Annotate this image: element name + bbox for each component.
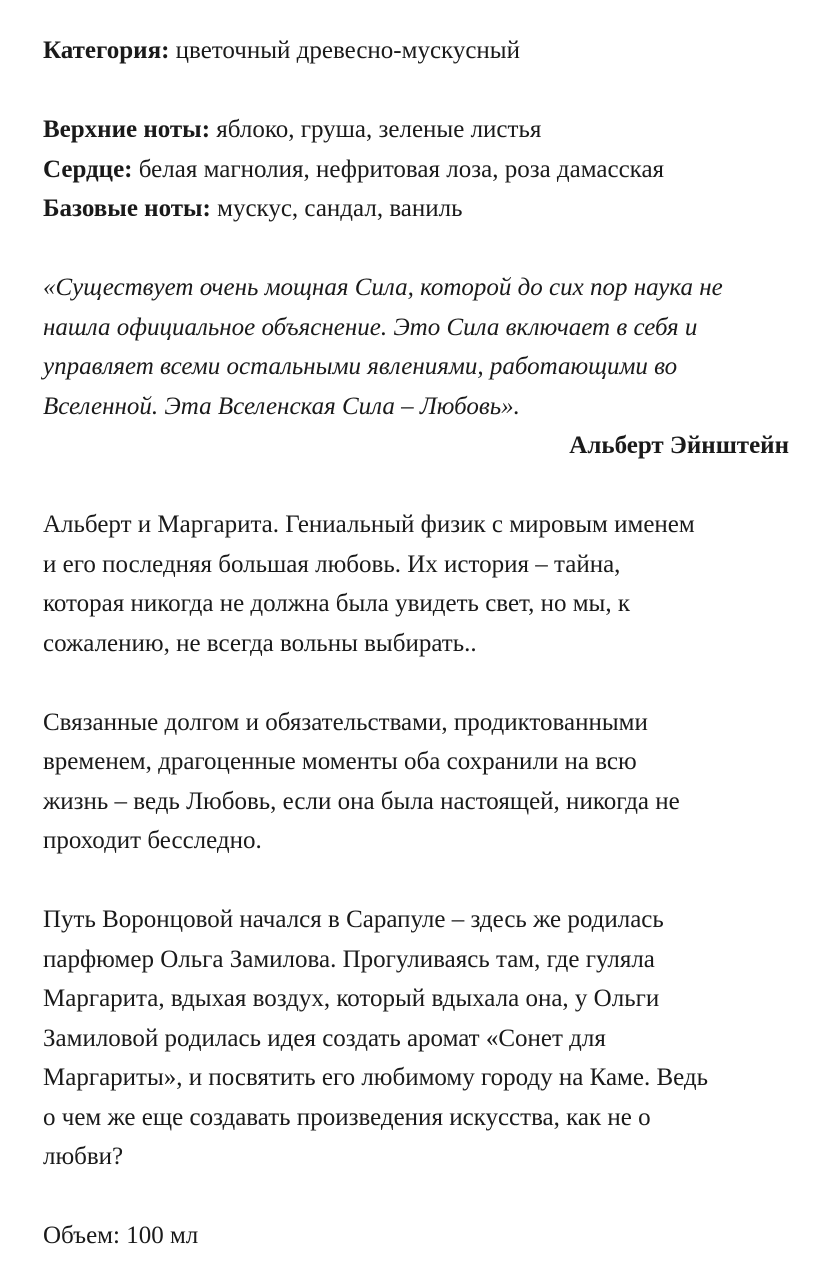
- category-line: [43, 31, 793, 71]
- notes-top-value: яблоко, груша, зеленые листья: [210, 116, 542, 143]
- category-value: цветочный древесно-мускусный: [169, 37, 520, 64]
- quote-line: нашла официальное объяснение. Это Сила включает в себя и: [43, 313, 698, 341]
- spacer: [43, 1177, 793, 1217]
- paragraph-line: и его последняя большая любовь. Их история – тайна,: [43, 550, 621, 578]
- quote-line: «Существует очень мощная Сила, которой до сих пор наука не: [43, 274, 723, 301]
- paragraph-line: Маргарита, вдыхая воздух, который вдыхала она, у Ольги: [43, 985, 660, 1012]
- paragraph-line: о чем же еще создавать произведения искусства, как не о: [43, 1103, 651, 1131]
- notes-heart-line: [43, 150, 793, 190]
- notes-list: [43, 110, 793, 229]
- notes-top-line: [43, 110, 793, 150]
- paragraph-line: Замиловой родилась идея создать аромат «Сонет для: [43, 1024, 606, 1052]
- paragraph-line: жизнь – ведь Любовь, если она была настоящей, никогда не: [43, 787, 680, 815]
- notes-top-label: Верхние ноты:: [43, 116, 211, 143]
- paragraph-line: временем, драгоценные моменты оба сохранили на всю: [43, 748, 637, 775]
- spacer: [43, 229, 793, 269]
- paragraph-line: Путь Воронцовой начался в Сарапуле – здесь же родилась: [43, 906, 664, 933]
- notes-heart-label: Сердце:: [43, 155, 133, 183]
- notes-base-value: мускус, сандал, ваниль: [210, 195, 463, 222]
- quote-line: управляет всеми остальными явлениями, работающими во: [43, 353, 678, 380]
- product-description: [43, 31, 793, 1256]
- volume-line: Объем: 100 мл: [43, 1222, 199, 1249]
- paragraph-line: проходит бесследно.: [43, 827, 262, 854]
- paragraph-sarapul: [43, 900, 793, 1177]
- paragraph-duty: [43, 703, 793, 861]
- notes-base-line: [43, 189, 793, 229]
- paragraph-line: любви?: [43, 1143, 124, 1170]
- quote-line: Вселенной. Эта Вселенская Сила – Любовь».: [43, 392, 520, 420]
- notes-heart-value: белая магнолия, нефритовая лоза, роза дамасская: [132, 155, 665, 183]
- spacer: [43, 71, 793, 111]
- spacer: [43, 861, 793, 901]
- paragraph-line: Альберт и Маргарита. Гениальный физик с мировым именем: [43, 511, 695, 538]
- quote-author: Альберт Эйнштейн: [569, 432, 789, 459]
- notes-base-label: Базовые ноты:: [43, 195, 211, 222]
- paragraph-line: которая никогда не должна была увидеть свет, но мы, к: [43, 590, 630, 617]
- spacer: [43, 466, 793, 506]
- paragraph-line: Маргариты», и посвятить его любимому городу на Каме. Ведь: [43, 1064, 709, 1091]
- paragraph-story: [43, 505, 793, 663]
- quote-block: [43, 268, 793, 466]
- paragraph-line: сожалению, не всегда вольны выбирать..: [43, 629, 477, 657]
- category-label: Категория:: [43, 37, 170, 64]
- spacer: [43, 663, 793, 703]
- paragraph-line: Связанные долгом и обязательствами, продиктованными: [43, 708, 648, 736]
- paragraph-line: парфюмер Ольга Замилова. Прогуливаясь там, где гуляла: [43, 945, 655, 973]
